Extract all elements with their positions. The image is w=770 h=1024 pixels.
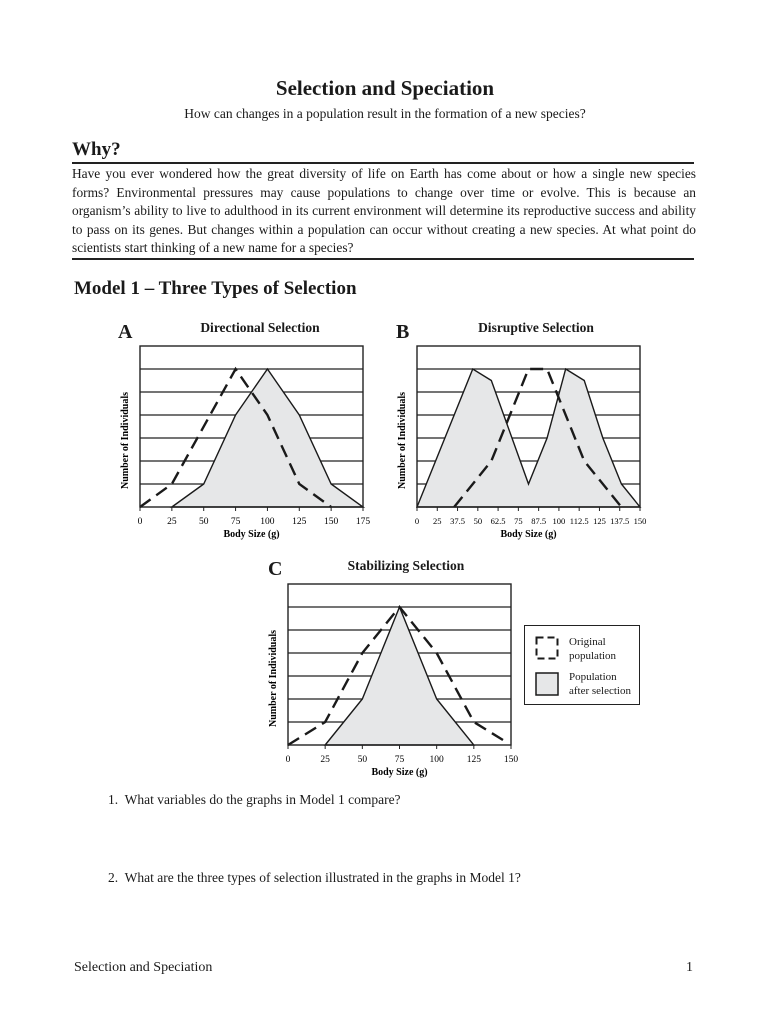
svg-text:75: 75 (514, 516, 523, 526)
svg-text:137.5: 137.5 (610, 516, 630, 526)
legend-original-label: Original population (569, 636, 617, 662)
question-1: 1. What variables do the graphs in Model 1 compare? (108, 792, 401, 807)
divider-top (72, 162, 694, 164)
why-paragraph: Have you ever wondered how the great diversity of life on Earth has come about or how a single new species forms? Environmental pressures may cause populations to change over time or evolve. This is because an organism’s ability to live to adulthood in its current environment will determine its reproductive success and ability to pass on its genes. But changes within a population can occur without creating a new species. At what point do scientists start thinking of a new name for a species? (72, 166, 696, 256)
chart-b-disruptive (377, 340, 667, 545)
svg-text:100: 100 (260, 517, 275, 527)
chart-c-stabilizing (248, 578, 538, 783)
svg-text:62.5: 62.5 (490, 516, 506, 526)
chart-a-directional (100, 340, 390, 545)
svg-text:37.5: 37.5 (450, 516, 465, 526)
legend-after-label: Population after selection (569, 671, 631, 697)
svg-text:87.5: 87.5 (531, 516, 547, 526)
chart-c-title: Stabilizing Selection (347, 558, 465, 573)
svg-text:175: 175 (355, 517, 371, 527)
svg-text:50: 50 (357, 755, 368, 765)
svg-text:Body Size (g): Body Size (g) (223, 529, 280, 540)
chart-c-letter: C (268, 558, 283, 580)
svg-text:0: 0 (414, 516, 420, 526)
model-heading: Model 1 – Three Types of Selection (74, 278, 357, 299)
svg-text:Number of Individuals: Number of Individuals (120, 391, 131, 490)
svg-text:Number of Individuals: Number of Individuals (397, 391, 408, 490)
svg-text:112.5: 112.5 (569, 516, 589, 526)
chart-b-letter: B (396, 321, 410, 343)
svg-text:125: 125 (593, 516, 606, 526)
page-subtitle: How can changes in a population result in the formation of a new species? (184, 106, 586, 121)
why-heading: Why? (72, 139, 121, 160)
svg-text:0: 0 (137, 517, 143, 527)
svg-text:125: 125 (466, 755, 481, 765)
divider-bottom (72, 258, 694, 260)
svg-text:150: 150 (503, 755, 519, 765)
svg-text:125: 125 (292, 517, 307, 527)
svg-text:25: 25 (320, 755, 330, 765)
svg-text:Number of Individuals: Number of Individuals (268, 629, 279, 728)
svg-text:100: 100 (429, 755, 444, 765)
dashed-square-icon (535, 636, 559, 660)
page-number: 1 (686, 960, 693, 975)
question-2: 2. What are the three types of selection illustrated in the graphs in Model 1? (108, 870, 521, 885)
footer-title: Selection and Speciation (74, 960, 213, 975)
svg-text:150: 150 (633, 516, 647, 526)
chart-a-title: Directional Selection (200, 320, 320, 335)
svg-text:50: 50 (473, 516, 483, 526)
svg-text:50: 50 (198, 517, 209, 527)
svg-text:150: 150 (324, 517, 339, 527)
filled-square-icon (535, 672, 559, 696)
svg-text:25: 25 (167, 517, 177, 527)
chart-b-title: Disruptive Selection (478, 320, 594, 335)
page-title: Selection and Speciation (275, 76, 495, 100)
svg-text:25: 25 (433, 516, 442, 526)
svg-text:75: 75 (230, 517, 241, 527)
svg-text:75: 75 (394, 755, 405, 765)
chart-a-letter: A (118, 321, 133, 343)
chart-legend (524, 625, 640, 705)
svg-text:Body Size (g): Body Size (g) (371, 767, 428, 778)
svg-text:Body Size (g): Body Size (g) (500, 529, 557, 540)
svg-text:100: 100 (552, 516, 566, 526)
svg-text:0: 0 (285, 755, 291, 765)
